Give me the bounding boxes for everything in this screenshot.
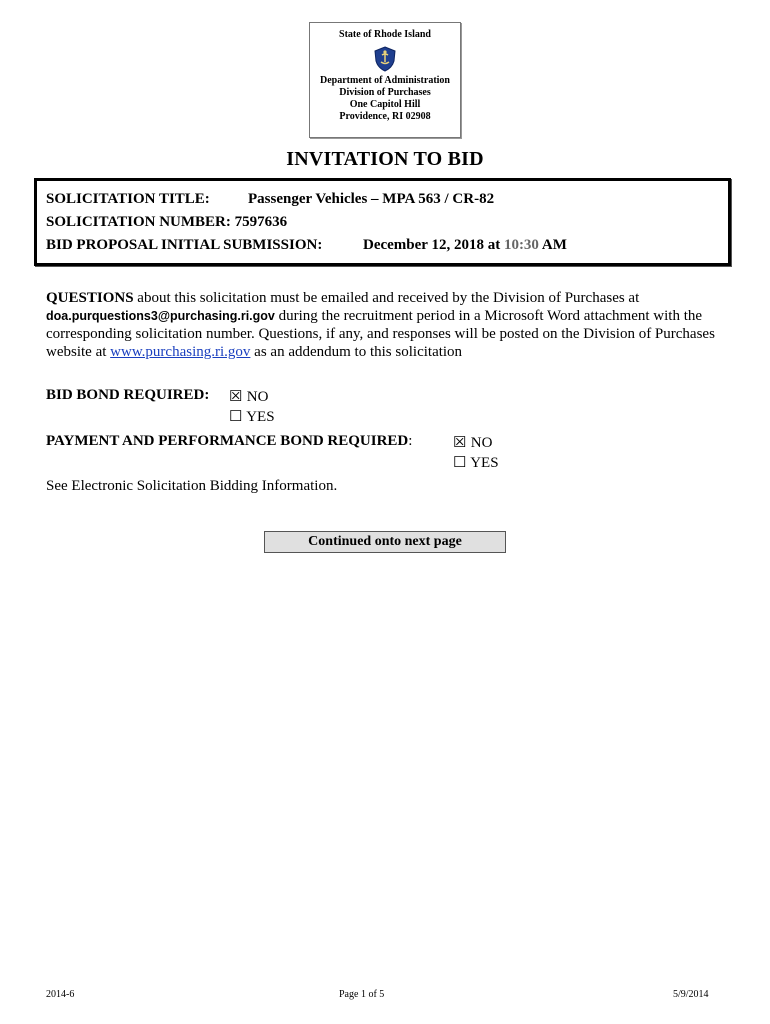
letterhead-seal	[309, 22, 461, 138]
unchecked-box-icon[interactable]: ☐	[453, 455, 467, 471]
unchecked-box-icon[interactable]: ☐	[229, 409, 243, 425]
footer-page-number: Page 1 of 5	[339, 989, 385, 1000]
bid-bond-no-label: NO	[246, 389, 269, 405]
performance-bond-label	[46, 433, 412, 450]
solicitation-number-row	[46, 214, 287, 231]
checked-box-icon[interactable]: ☒	[229, 389, 243, 405]
purchasing-website-link[interactable]: www.purchasing.ri.gov	[110, 344, 251, 360]
questions-paragraph	[46, 289, 736, 361]
questions-text-3: as an addendum to this solicitation	[250, 344, 463, 360]
address-line-2: Providence, RI 02908	[339, 111, 431, 122]
bidding-info-note: See Electronic Solicitation Bidding Information.	[46, 478, 338, 494]
bid-bond-yes-label: YES	[246, 409, 275, 425]
questions-email-link[interactable]: doa.purquestions3@purchasing.ri.gov	[46, 309, 275, 323]
department-name: Department of Administration	[320, 75, 450, 86]
checked-box-icon[interactable]: ☒	[453, 435, 467, 451]
performance-bond-no-label: NO	[470, 435, 493, 451]
state-seal-icon	[372, 45, 398, 73]
submission-datetime	[363, 237, 567, 254]
bid-bond-yes-option[interactable]	[229, 407, 275, 426]
solicitation-number-label: SOLICITATION NUMBER:	[46, 214, 231, 230]
division-name: Division of Purchases	[339, 87, 431, 98]
performance-bond-no-option[interactable]	[453, 433, 492, 452]
performance-bond-yes-option[interactable]	[453, 453, 499, 472]
submission-ampm: AM	[541, 237, 567, 253]
submission-date: December 12, 2018 at	[363, 237, 501, 253]
footer-revision: 2014-6	[46, 989, 75, 1000]
performance-bond-yes-label: YES	[470, 455, 499, 471]
bid-bond-label: BID BOND REQUIRED:	[46, 387, 210, 403]
questions-lead: QUESTIONS	[46, 290, 134, 306]
solicitation-info-box	[34, 178, 731, 266]
solicitation-title-row	[46, 191, 495, 208]
solicitation-title-label: SOLICITATION TITLE:	[46, 191, 210, 207]
solicitation-title-value: Passenger Vehicles – MPA 563 / CR-82	[248, 191, 495, 207]
solicitation-number-value: 7597636	[234, 214, 288, 230]
address-line-1: One Capitol Hill	[349, 99, 421, 110]
questions-text-2: during the recruitment period in a Microsoft Word attachment with the corresponding solicitation number. Questions, if any, and responses will be posted on the Division of Purchases website at	[46, 308, 715, 360]
performance-bond-label-text: PAYMENT AND PERFORMANCE BOND REQUIRED	[46, 433, 409, 449]
submission-label: BID PROPOSAL INITIAL SUBMISSION:	[46, 237, 323, 253]
page-title: INVITATION TO BID	[286, 148, 484, 170]
state-name: State of Rhode Island	[339, 29, 431, 40]
performance-bond-colon: :	[408, 433, 413, 449]
continued-banner: Continued onto next page	[264, 531, 506, 553]
submission-row	[46, 237, 567, 254]
submission-time: 10:30	[503, 237, 539, 253]
bid-bond-no-option[interactable]	[229, 387, 268, 406]
questions-text-1: about this solicitation must be emailed and received by the Division of Purchases at	[133, 290, 640, 306]
footer-date: 5/9/2014	[673, 989, 709, 1000]
